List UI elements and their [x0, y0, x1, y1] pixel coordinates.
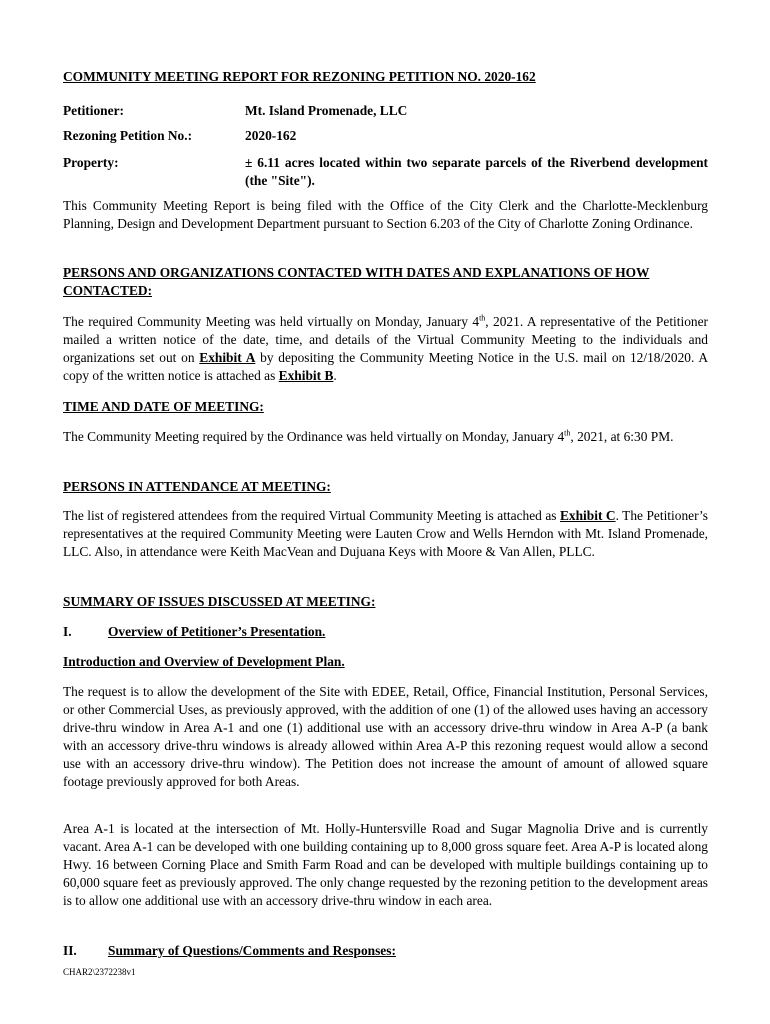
contact-text-c: by depositing the Community Meeting Notice in the U.S. mail on 12/18/2020. A copy of the written notice is attached as [63, 350, 708, 383]
section-two-number: II. [63, 943, 77, 958]
contact-text-d: . [333, 368, 337, 383]
petitioner-label: Petitioner: [63, 103, 124, 118]
attendance-text-a: The list of registered attendees from the required Virtual Community Meeting is attached as [63, 508, 560, 523]
contact-text-a: The required Community Meeting was held virtually on Monday, January 4 [63, 314, 480, 329]
ordinal-suffix: th [479, 313, 486, 323]
areas-paragraph: Area A-1 is located at the intersection of Mt. Holly-Huntersville Road and Sugar Magnolia Drive and is currently vacant. Area A-1 can be developed with one building containing up to 8,000 gross square feet. Area A-P is located along Hwy. 16 between Corning Place and Smith Farm Road and can be developed with multiple buildings containing up to 60,000 square feet as previously approved. The only change requested by the rezoning petition to the development areas is to allow one additional use with an accessory drive-thru window in each area. [63, 821, 708, 908]
document-title: COMMUNITY MEETING REPORT FOR REZONING PETITION NO. 2020-162 [63, 69, 536, 84]
section-two-heading [63, 942, 708, 960]
section-one-heading [63, 623, 708, 641]
heading-summary: SUMMARY OF ISSUES DISCUSSED AT MEETING: [63, 594, 376, 609]
petition-number-label: Rezoning Petition No.: [63, 128, 193, 143]
property-value: ± 6.11 acres located within two separate parcels of the Riverbend development (the "Site"). [245, 155, 708, 188]
exhibit-c-ref: Exhibit C [559, 508, 616, 523]
contact-paragraph [63, 313, 708, 385]
time-date-text-b: , 2021, at 6:30 PM. [570, 429, 674, 444]
heading-intro-overview: Introduction and Overview of Development Plan. [63, 654, 345, 669]
section-two-title: Summary of Questions/Comments and Responses: [108, 943, 396, 958]
time-date-paragraph [63, 428, 708, 446]
heading-attendance: PERSONS IN ATTENDANCE AT MEETING: [63, 479, 331, 494]
property-label: Property: [63, 155, 119, 170]
exhibit-b-ref: Exhibit B [278, 368, 334, 383]
document-footer-id: CHAR2\2372238v1 [63, 967, 136, 977]
petitioner-value: Mt. Island Promenade, LLC [245, 103, 408, 118]
request-paragraph: The request is to allow the development of the Site with EDEE, Retail, Office, Financial Institution, Personal Services, or other Commercial Uses, as previously approved, with the addition of one (1) of the allowed uses having an accessory drive-thru window in Area A-1 and one (1) additional use with an accessory drive-thru window in Area A-P (a bank with an accessory drive-thru windows is already allowed within Area A-P this rezoning request would allow a second use with an accessory drive-thru window). The Petition does not increase the amount of amount of allowed square footage previously approved for both Areas. [63, 684, 708, 789]
exhibit-a-ref: Exhibit A [199, 350, 256, 365]
contact-text-b: , 2021. A representative of the Petitioner mailed a written notice of the date, time, and details of the Virtual Community Meeting to the individuals and organizations set out on [63, 314, 708, 365]
intro-paragraph: This Community Meeting Report is being filed with the Office of the City Clerk and the Charlotte-Mecklenburg Planning, Design and Development Department pursuant to Section 6.203 of the City of Charlotte Zoning Ordinance. [63, 198, 708, 231]
attendance-paragraph [63, 507, 708, 561]
section-one-number: I. [63, 624, 72, 639]
heading-persons-organizations: PERSONS AND ORGANIZATIONS CONTACTED WITH DATES AND EXPLANATIONS OF HOW CONTACTED: [63, 265, 650, 298]
heading-time-date: TIME AND DATE OF MEETING: [63, 399, 264, 414]
attendance-text-b: . The Petitioner’s representatives at the required Community Meeting were Lauten Crow and Wells Herndon with Mt. Island Promenade, LLC. Also, in attendance were Keith MacVean and Dujuana Keys with Moore & Van Allen, PLLC. [63, 508, 708, 559]
section-one-title: Overview of Petitioner’s Presentation. [108, 624, 326, 639]
petition-number-value: 2020-162 [245, 128, 297, 143]
ordinal-suffix: th [564, 428, 571, 438]
time-date-text-a: The Community Meeting required by the Ordinance was held virtually on Monday, January 4 [63, 429, 565, 444]
